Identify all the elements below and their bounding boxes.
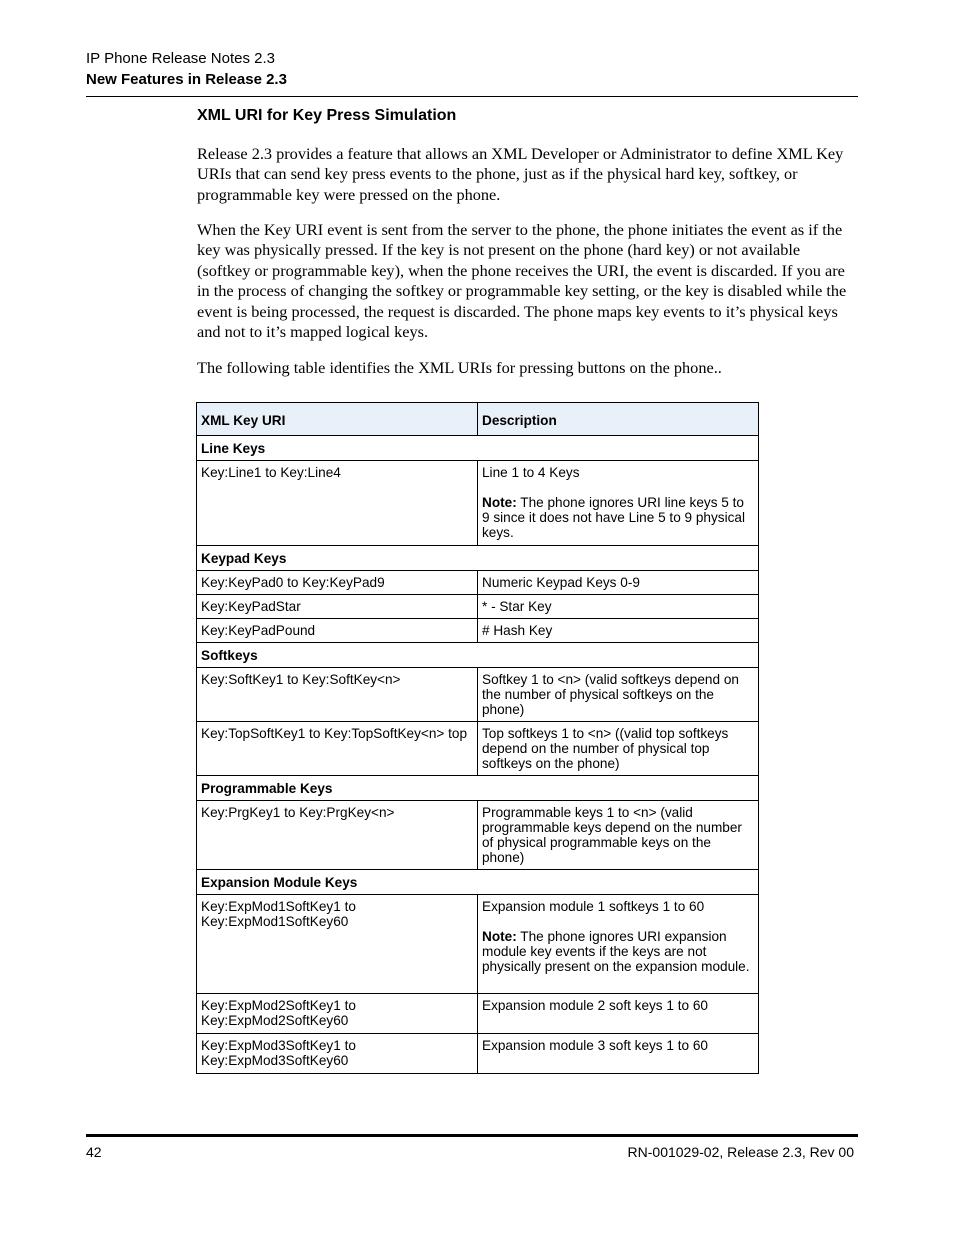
header-title: IP Phone Release Notes 2.3 [86, 50, 276, 67]
section-title: XML URI for Key Press Simulation [197, 107, 457, 124]
table-row [197, 619, 759, 643]
note-text [482, 495, 754, 540]
description-cell: Programmable keys 1 to <n> (valid programmable keys depend on the number of physical programmable keys on the phone) [478, 801, 759, 870]
table-row [197, 571, 759, 595]
uri-cell: Key:ExpMod3SoftKey1 to Key:ExpMod3SoftKey60 [197, 1034, 478, 1074]
description-cell: * - Star Key [478, 595, 759, 619]
group-title: Expansion Module Keys [197, 870, 759, 895]
table-row [197, 895, 759, 994]
description-cell: # Hash Key [478, 619, 759, 643]
description-text: Line 1 to 4 Keys [482, 465, 580, 480]
table-row [197, 461, 759, 546]
uri-cell: Key:ExpMod1SoftKey1 to Key:ExpMod1SoftKey60 [197, 895, 478, 994]
description-cell [478, 461, 759, 546]
group-title: Softkeys [197, 643, 759, 668]
group-row-softkeys [197, 643, 759, 668]
note-label: Note: [482, 495, 517, 510]
description-text: Expansion module 1 softkeys 1 to 60 [482, 899, 705, 914]
column-header-description: Description [478, 403, 759, 436]
table-row [197, 595, 759, 619]
group-row-programmable-keys [197, 776, 759, 801]
table-intro-paragraph: The following table identifies the XML URIs for pressing buttons on the phone.. [197, 358, 722, 377]
note-body: The phone ignores URI line keys 5 to 9 since it does not have Line 5 to 9 physical keys. [482, 495, 745, 540]
group-title: Programmable Keys [197, 776, 759, 801]
xml-key-uri-table [196, 402, 759, 1074]
table-row [197, 668, 759, 722]
footer-divider [86, 1134, 858, 1137]
table-row [197, 801, 759, 870]
description-cell: Softkey 1 to <n> (valid softkeys depend on the number of physical softkeys on the phone) [478, 668, 759, 722]
header-divider [86, 96, 858, 97]
uri-cell: Key:SoftKey1 to Key:SoftKey<n> [197, 668, 478, 722]
table-row [197, 722, 759, 776]
description-cell: Expansion module 2 soft keys 1 to 60 [478, 994, 759, 1034]
description-cell: Top softkeys 1 to <n> ((valid top softkeys depend on the number of physical top softkeys on the phone) [478, 722, 759, 776]
uri-cell: Key:KeyPadStar [197, 595, 478, 619]
uri-cell: Key:TopSoftKey1 to Key:TopSoftKey<n> top [197, 722, 478, 776]
group-row-expansion-module-keys [197, 870, 759, 895]
page-number: 42 [86, 1144, 102, 1160]
note-label: Note: [482, 929, 517, 944]
note-text [482, 929, 754, 974]
group-row-line-keys [197, 436, 759, 461]
uri-cell: Key:PrgKey1 to Key:PrgKey<n> [197, 801, 478, 870]
intro-paragraph: Release 2.3 provides a feature that allows an XML Developer or Administrator to define XML Key URIs that can send key press events to the phone, just as if the physical hard key, softkey, or programmable key were pressed on the phone. [197, 144, 844, 204]
behavior-paragraph: When the Key URI event is sent from the server to the phone, the phone initiates the event as if the key was physically pressed. If the key is not present on the phone (hard key) or not available (softkey or programmable key), when the phone receives the URI, the event is discarded. If you are in the process of changing the softkey or programmable key setting, or the key is disabled while the event is being processed, the request is discarded. The phone maps key events to it’s physical keys and not to it’s mapped logical keys. [197, 220, 847, 342]
group-row-keypad-keys [197, 546, 759, 571]
note-body: The phone ignores URI expansion module key events if the keys are not physically present on the expansion module. [482, 929, 750, 974]
column-header-uri: XML Key URI [197, 403, 478, 436]
description-cell: Expansion module 3 soft keys 1 to 60 [478, 1034, 759, 1074]
table-row [197, 994, 759, 1034]
header-subtitle: New Features in Release 2.3 [86, 71, 287, 88]
document-id: RN-001029-02, Release 2.3, Rev 00 [627, 1144, 854, 1160]
group-title: Keypad Keys [197, 546, 759, 571]
uri-cell: Key:Line1 to Key:Line4 [197, 461, 478, 546]
uri-cell: Key:KeyPad0 to Key:KeyPad9 [197, 571, 478, 595]
uri-cell: Key:ExpMod2SoftKey1 to Key:ExpMod2SoftKey60 [197, 994, 478, 1034]
group-title: Line Keys [197, 436, 759, 461]
description-cell [478, 895, 759, 994]
table-header-row [197, 403, 759, 436]
uri-cell: Key:KeyPadPound [197, 619, 478, 643]
table-row [197, 1034, 759, 1074]
description-cell: Numeric Keypad Keys 0-9 [478, 571, 759, 595]
